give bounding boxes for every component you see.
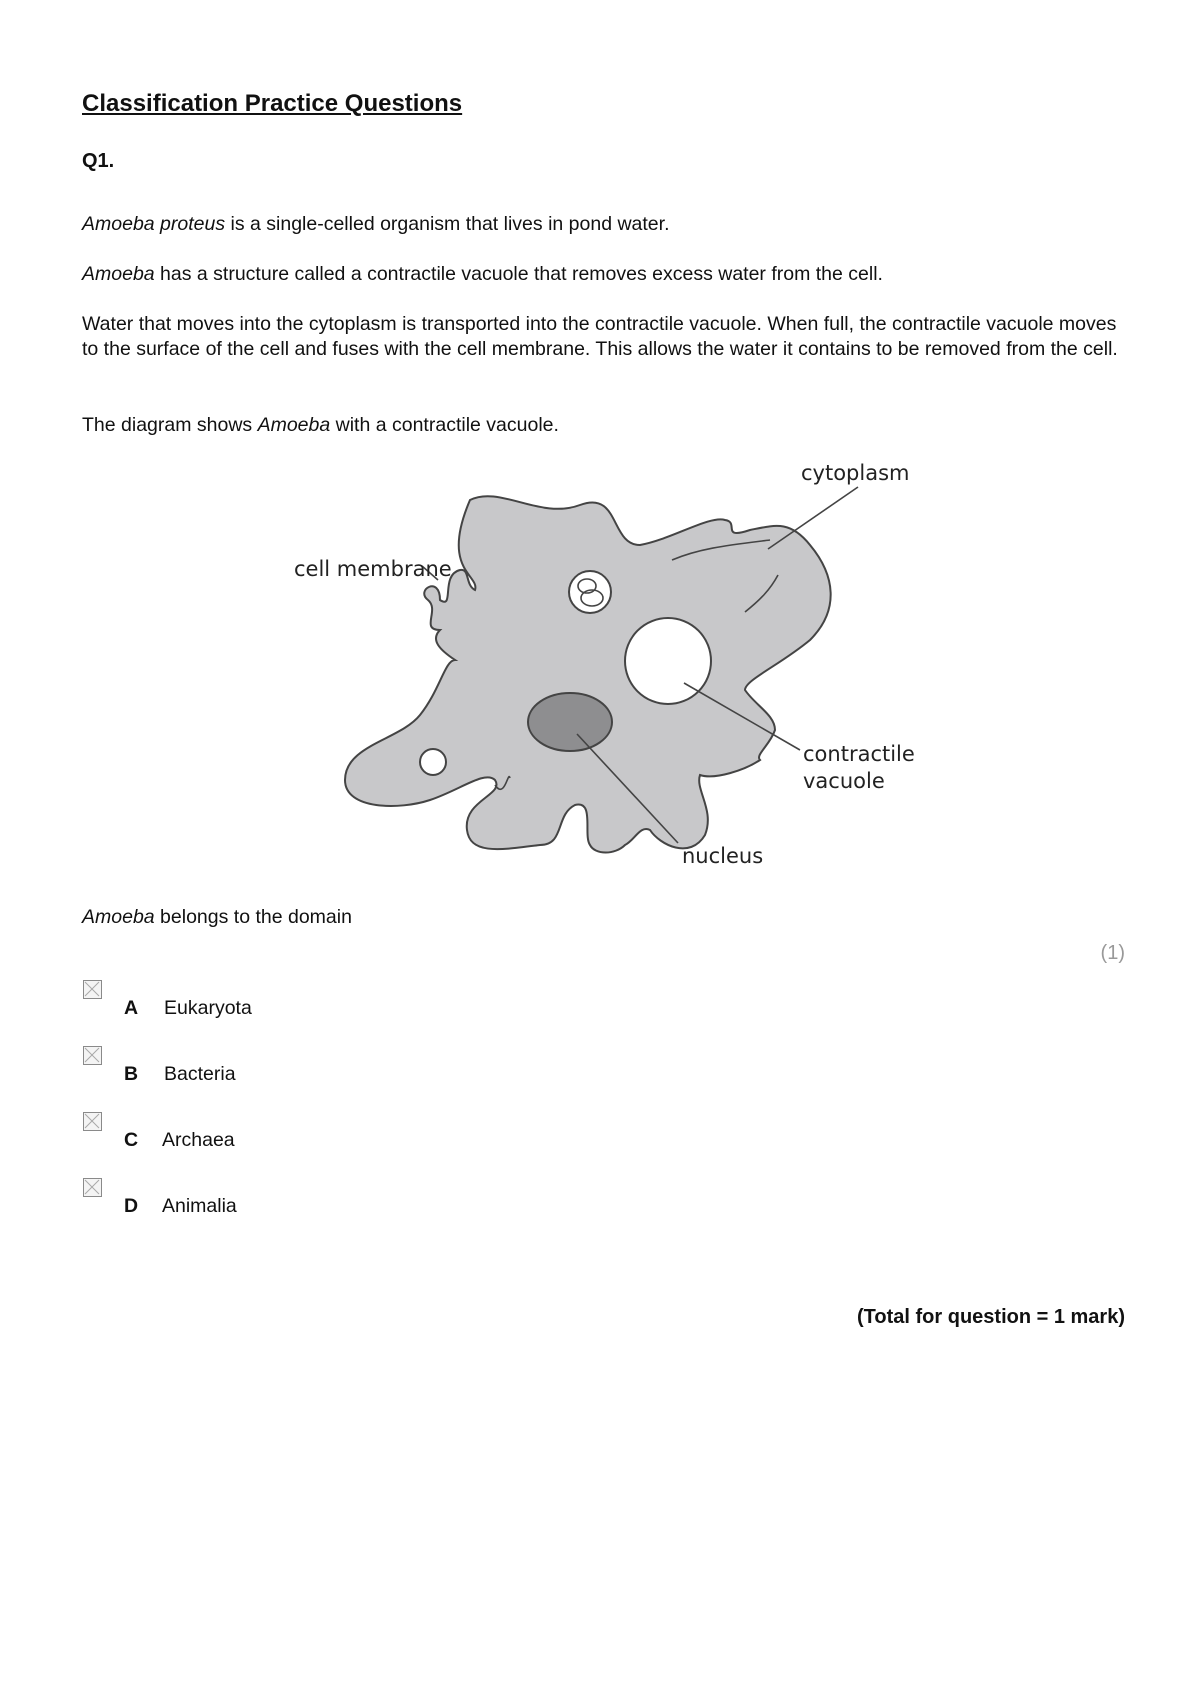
total-marks: (Total for question = 1 mark)	[857, 1306, 1125, 1328]
option-d-text: Animalia	[162, 1195, 237, 1217]
cross-box-icon	[84, 1113, 100, 1129]
option-d-letter: D	[124, 1195, 139, 1217]
option-c-checkbox[interactable]	[83, 1112, 102, 1131]
species-name: Amoeba proteus	[82, 213, 226, 235]
option-b-letter: B	[124, 1063, 139, 1085]
option-b-checkbox[interactable]	[83, 1046, 102, 1065]
amoeba-cell-body	[345, 496, 831, 852]
option-a-text: Eukaryota	[164, 997, 252, 1019]
option-a-checkbox[interactable]	[83, 980, 102, 999]
option-c-letter: C	[124, 1129, 139, 1151]
cross-box-icon	[84, 981, 100, 997]
page-title: Classification Practice Questions	[82, 90, 463, 117]
question-number: Q1.	[82, 150, 115, 172]
paragraph-diagram-intro-start: The diagram shows	[82, 414, 258, 436]
paragraph-vacuole-text: has a structure called a contractile vacuole that removes excess water from the cell.	[154, 263, 883, 285]
paragraph-water-transport: Water that moves into the cytoplasm is transported into the contractile vacuole. When full, the contractile vacuole moves to the surface of the cell and fuses with the cell membrane. This allows the water it contains to be removed from the cell.	[82, 313, 1118, 360]
paragraph-intro-text: is a single-celled organism that lives in pond water.	[225, 213, 670, 235]
label-vacuole: vacuole	[803, 769, 885, 793]
label-cytoplasm: cytoplasm	[801, 461, 910, 485]
option-c-text: Archaea	[162, 1129, 235, 1151]
option-b-text: Bacteria	[164, 1063, 236, 1085]
cytoplasm-leader-line	[768, 487, 858, 549]
nucleus	[528, 693, 612, 751]
label-contractile: contractile	[803, 742, 915, 766]
label-cell-membrane: cell membrane	[294, 557, 452, 581]
cross-box-icon	[84, 1047, 100, 1063]
option-a-letter: A	[124, 997, 139, 1019]
small-vacuole	[420, 749, 446, 775]
question-prompt-text: belongs to the domain	[154, 906, 352, 928]
option-d-checkbox[interactable]	[83, 1178, 102, 1197]
genus-name: Amoeba	[82, 263, 155, 285]
cross-box-icon	[84, 1179, 100, 1195]
paragraph-diagram-intro-end: with a contractile vacuole.	[330, 414, 559, 436]
marks-indicator: (1)	[1100, 942, 1125, 964]
question-prompt	[82, 905, 1122, 930]
label-nucleus: nucleus	[682, 844, 764, 868]
genus-name: Amoeba	[257, 414, 331, 436]
genus-name: Amoeba	[82, 906, 155, 928]
